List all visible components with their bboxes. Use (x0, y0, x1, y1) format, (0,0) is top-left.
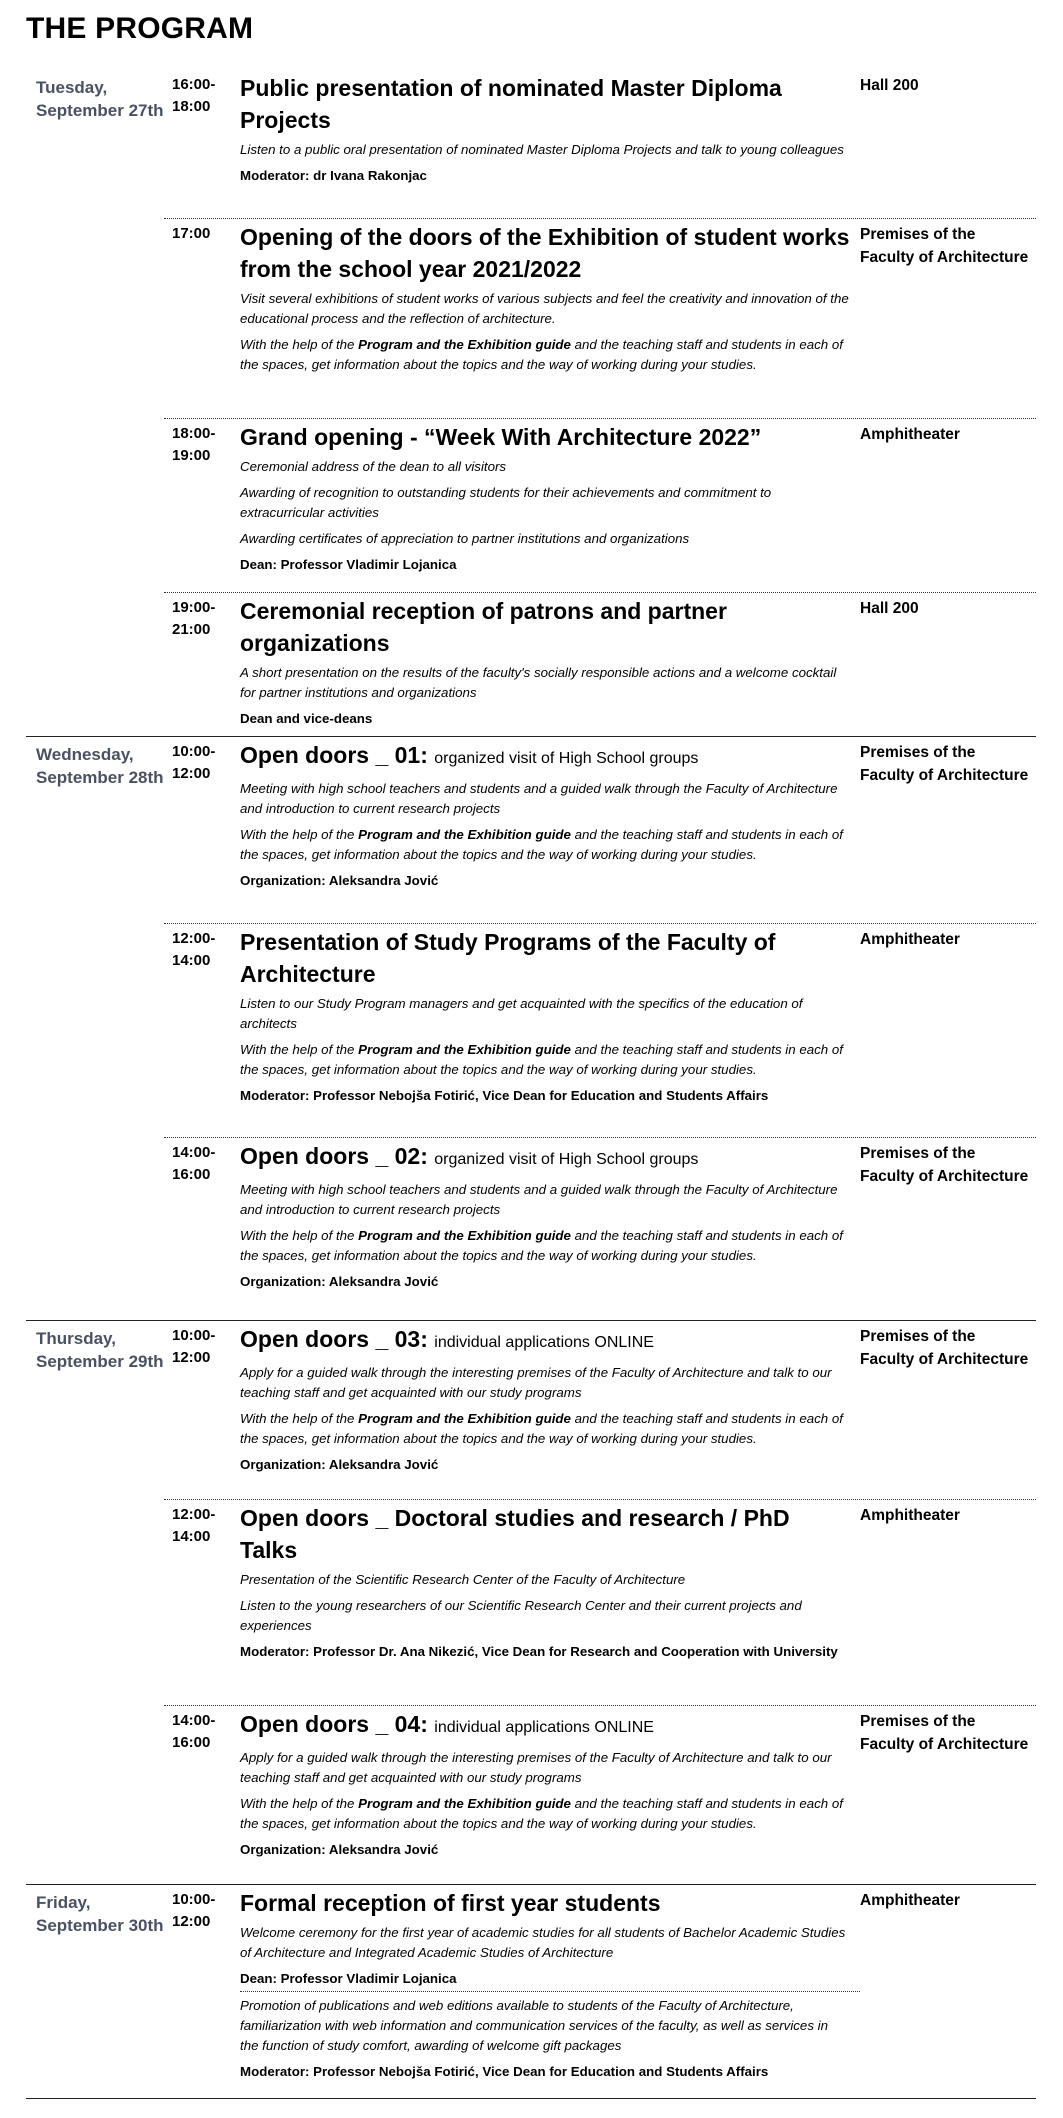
event-moderator: Dean: Professor Vladimir Lojanica (240, 1971, 457, 1986)
event-guide-note (240, 1409, 850, 1449)
event-title (240, 1323, 850, 1359)
guide-text-pre: With the help of the (240, 1228, 359, 1243)
event-row (164, 1137, 1036, 1289)
event-venue: Premises of the Faculty of Architecture (860, 226, 1029, 266)
guide-text-post: and the teaching staff and students in each of the spaces, get information about the topics and the way of working during your studies. (240, 827, 843, 862)
event-description: Listen to the young researchers of our Scientific Research Center and their current projects and experiences (240, 1598, 802, 1633)
event-body (240, 421, 850, 575)
guide-text-pre: With the help of the (240, 1411, 359, 1426)
event-time: 16:00-18:00 (172, 76, 216, 115)
event-description: Apply for a guided walk through the interesting premises of the Faculty of Architecture and talk to our teaching staff and get acquainted with our study programs (240, 1365, 832, 1400)
event-time: 19:00-21:00 (172, 599, 216, 638)
event-time: 17:00 (172, 225, 211, 242)
event-title (240, 1887, 850, 1919)
event-description: Ceremonial address of the dean to all visitors (240, 459, 507, 474)
event-moderator: Moderator: Professor Dr. Ana Nikezić, Vice Dean for Research and Cooperation with University (240, 1644, 838, 1659)
guide-text-pre: With the help of the (240, 827, 359, 842)
event-title (240, 926, 850, 990)
event-description: A short presentation on the results of the faculty's socially responsible actions and a welcome cocktail for partner institutions and organizations (240, 665, 837, 700)
event-subtitle: individual applications ONLINE (434, 1334, 654, 1351)
event-description: Listen to a public oral presentation of nominated Master Diploma Projects and talk to young colleagues (240, 142, 844, 157)
event-subtitle: organized visit of High School groups (434, 750, 699, 767)
event-title-text: Public presentation of nominated Master Diploma Projects (240, 75, 782, 133)
guide-link-text: Program and the Exhibition guide (358, 337, 571, 352)
event-title-text: Opening of the doors of the Exhibition of student works from the school year 2021/2022 (240, 224, 850, 282)
event-time: 12:00-14:00 (172, 930, 216, 969)
event-time: 10:00-12:00 (172, 1891, 216, 1930)
event-description: Listen to our Study Program managers and get acquainted with the specifics of the education of architects (240, 996, 803, 1031)
event-guide-note (240, 1040, 850, 1080)
event-title-text: Open doors _ 02: (240, 1143, 428, 1169)
event-title-text: Ceremonial reception of patrons and partner organizations (240, 598, 727, 656)
event-body (240, 1140, 850, 1292)
event-title (240, 739, 850, 775)
event-moderator: Organization: Aleksandra Jović (240, 1842, 439, 1857)
event-moderator: Moderator: dr Ivana Rakonjac (240, 168, 427, 183)
event-description: Presentation of the Scientific Research Center of the Faculty of Architecture (240, 1572, 686, 1587)
event-venue: Premises of the Faculty of Architecture (860, 1328, 1029, 1368)
event-row (164, 592, 1036, 726)
guide-text-post: and the teaching staff and students in each of the spaces, get information about the topics and the way of working during your studies. (240, 337, 843, 372)
event-row (164, 218, 1036, 372)
event-row (164, 1705, 1036, 1857)
event-time: 10:00-12:00 (172, 1327, 216, 1366)
event-moderator: Organization: Aleksandra Jović (240, 873, 439, 888)
event-time: 14:00-16:00 (172, 1144, 216, 1183)
guide-link-text: Program and the Exhibition guide (358, 1228, 571, 1243)
event-description: Awarding certificates of appreciation to partner institutions and organizations (240, 531, 690, 546)
event-row (164, 1499, 1036, 1659)
event-body (240, 221, 850, 381)
day-block (26, 1320, 1036, 1885)
event-subtitle: organized visit of High School groups (434, 1151, 699, 1168)
event-row (164, 418, 1036, 572)
event-title-text: Presentation of Study Programs of the Faculty of Architecture (240, 929, 776, 987)
event-row (164, 923, 1036, 1103)
event-venue: Hall 200 (860, 77, 919, 94)
event-body (240, 926, 850, 1106)
event-moderator: Organization: Aleksandra Jović (240, 1274, 439, 1289)
event-description: Visit several exhibitions of student works of various subjects and feel the creativity and innovation of the educational process and the reflection of architecture. (240, 291, 849, 326)
event-description: Promotion of publications and web editions available to students of the Faculty of Architecture, familiarization with web information and communication services of the faculty, as well as services in the function of study comfort, awarding of welcome gift packages (240, 1998, 829, 2053)
bottom-divider (26, 2098, 1036, 2099)
event-title (240, 221, 850, 285)
event-guide-note (240, 1226, 850, 1266)
event-body (240, 595, 850, 729)
event-title (240, 421, 850, 453)
event-title-text: Open doors _ 03: (240, 1326, 428, 1352)
event-guide-note (240, 825, 850, 865)
inner-divider (240, 1991, 860, 1992)
guide-text-pre: With the help of the (240, 1042, 359, 1057)
guide-text-post: and the teaching staff and students in each of the spaces, get information about the topics and the way of working during your studies. (240, 1042, 843, 1077)
event-title (240, 1708, 850, 1744)
day-block (26, 70, 1036, 736)
day-label: Friday, September 30th (36, 1893, 164, 1935)
event-venue: Premises of the Faculty of Architecture (860, 744, 1029, 784)
event-title-text: Open doors _ 01: (240, 742, 428, 768)
event-moderator: Dean: Professor Vladimir Lojanica (240, 557, 457, 572)
event-venue: Premises of the Faculty of Architecture (860, 1145, 1029, 1185)
guide-link-text: Program and the Exhibition guide (358, 1796, 571, 1811)
event-body (240, 739, 850, 891)
event-title-text: Open doors _ Doctoral studies and research / PhD Talks (240, 1505, 790, 1563)
event-title (240, 595, 850, 659)
guide-text-post: and the teaching staff and students in each of the spaces, get information about the topics and the way of working during your studies. (240, 1796, 843, 1831)
event-time: 18:00-19:00 (172, 425, 216, 464)
event-body (240, 72, 850, 186)
event-moderator: Moderator: Professor Nebojša Fotirić, Vice Dean for Education and Students Affairs (240, 2064, 769, 2079)
day-label: Thursday, September 29th (36, 1329, 164, 1371)
event-title-text: Grand opening - “Week With Architecture 2022” (240, 424, 762, 450)
event-title-text: Formal reception of first year students (240, 1890, 661, 1916)
event-title-text: Open doors _ 04: (240, 1711, 428, 1737)
event-description: Meeting with high school teachers and students and a guided walk through the Faculty of Architecture and introduction to current research projects (240, 1182, 838, 1217)
event-body (240, 1708, 850, 1860)
event-moderator: Organization: Aleksandra Jović (240, 1457, 439, 1472)
event-title (240, 1502, 850, 1566)
guide-link-text: Program and the Exhibition guide (358, 1042, 571, 1057)
event-body (240, 1323, 850, 1475)
guide-text-pre: With the help of the (240, 337, 359, 352)
event-body (240, 1502, 850, 1662)
guide-link-text: Program and the Exhibition guide (358, 1411, 571, 1426)
event-guide-note (240, 335, 850, 375)
event-time: 12:00-14:00 (172, 1506, 216, 1545)
event-subtitle: individual applications ONLINE (434, 1719, 654, 1736)
event-description: Awarding of recognition to outstanding students for their achievements and commitment to extracurricular activities (240, 485, 772, 520)
event-body (240, 1887, 850, 2082)
event-moderator: Moderator: Professor Nebojša Fotirić, Vice Dean for Education and Students Affairs (240, 1088, 769, 1103)
day-label: Wednesday, September 28th (36, 745, 164, 787)
day-label: Tuesday, September 27th (36, 78, 164, 120)
event-title (240, 72, 850, 136)
day-block (26, 1884, 1036, 2099)
guide-text-pre: With the help of the (240, 1796, 359, 1811)
guide-text-post: and the teaching staff and students in each of the spaces, get information about the topics and the way of working during your studies. (240, 1411, 843, 1446)
guide-link-text: Program and the Exhibition guide (358, 827, 571, 842)
event-moderator: Dean and vice-deans (240, 711, 373, 726)
event-time: 10:00-12:00 (172, 743, 216, 782)
event-description: Welcome ceremony for the first year of academic studies for all students of Bachelor Academic Studies of Architecture and Integrated Academic Studies of Architecture (240, 1925, 846, 1960)
event-time: 14:00-16:00 (172, 1712, 216, 1751)
event-venue: Amphitheater (860, 1892, 960, 1909)
event-venue: Amphitheater (860, 1507, 960, 1524)
event-venue: Amphitheater (860, 931, 960, 948)
event-description: Apply for a guided walk through the interesting premises of the Faculty of Architecture and talk to our teaching staff and get acquainted with our study programs (240, 1750, 832, 1785)
event-venue: Hall 200 (860, 600, 919, 617)
event-guide-note (240, 1794, 850, 1834)
guide-text-post: and the teaching staff and students in each of the spaces, get information about the topics and the way of working during your studies. (240, 1228, 843, 1263)
event-title (240, 1140, 850, 1176)
event-description: Meeting with high school teachers and students and a guided walk through the Faculty of Architecture and introduction to current research projects (240, 781, 838, 816)
page-title: THE PROGRAM (26, 12, 254, 45)
day-block (26, 736, 1036, 1321)
event-venue: Premises of the Faculty of Architecture (860, 1713, 1029, 1753)
event-venue: Amphitheater (860, 426, 960, 443)
